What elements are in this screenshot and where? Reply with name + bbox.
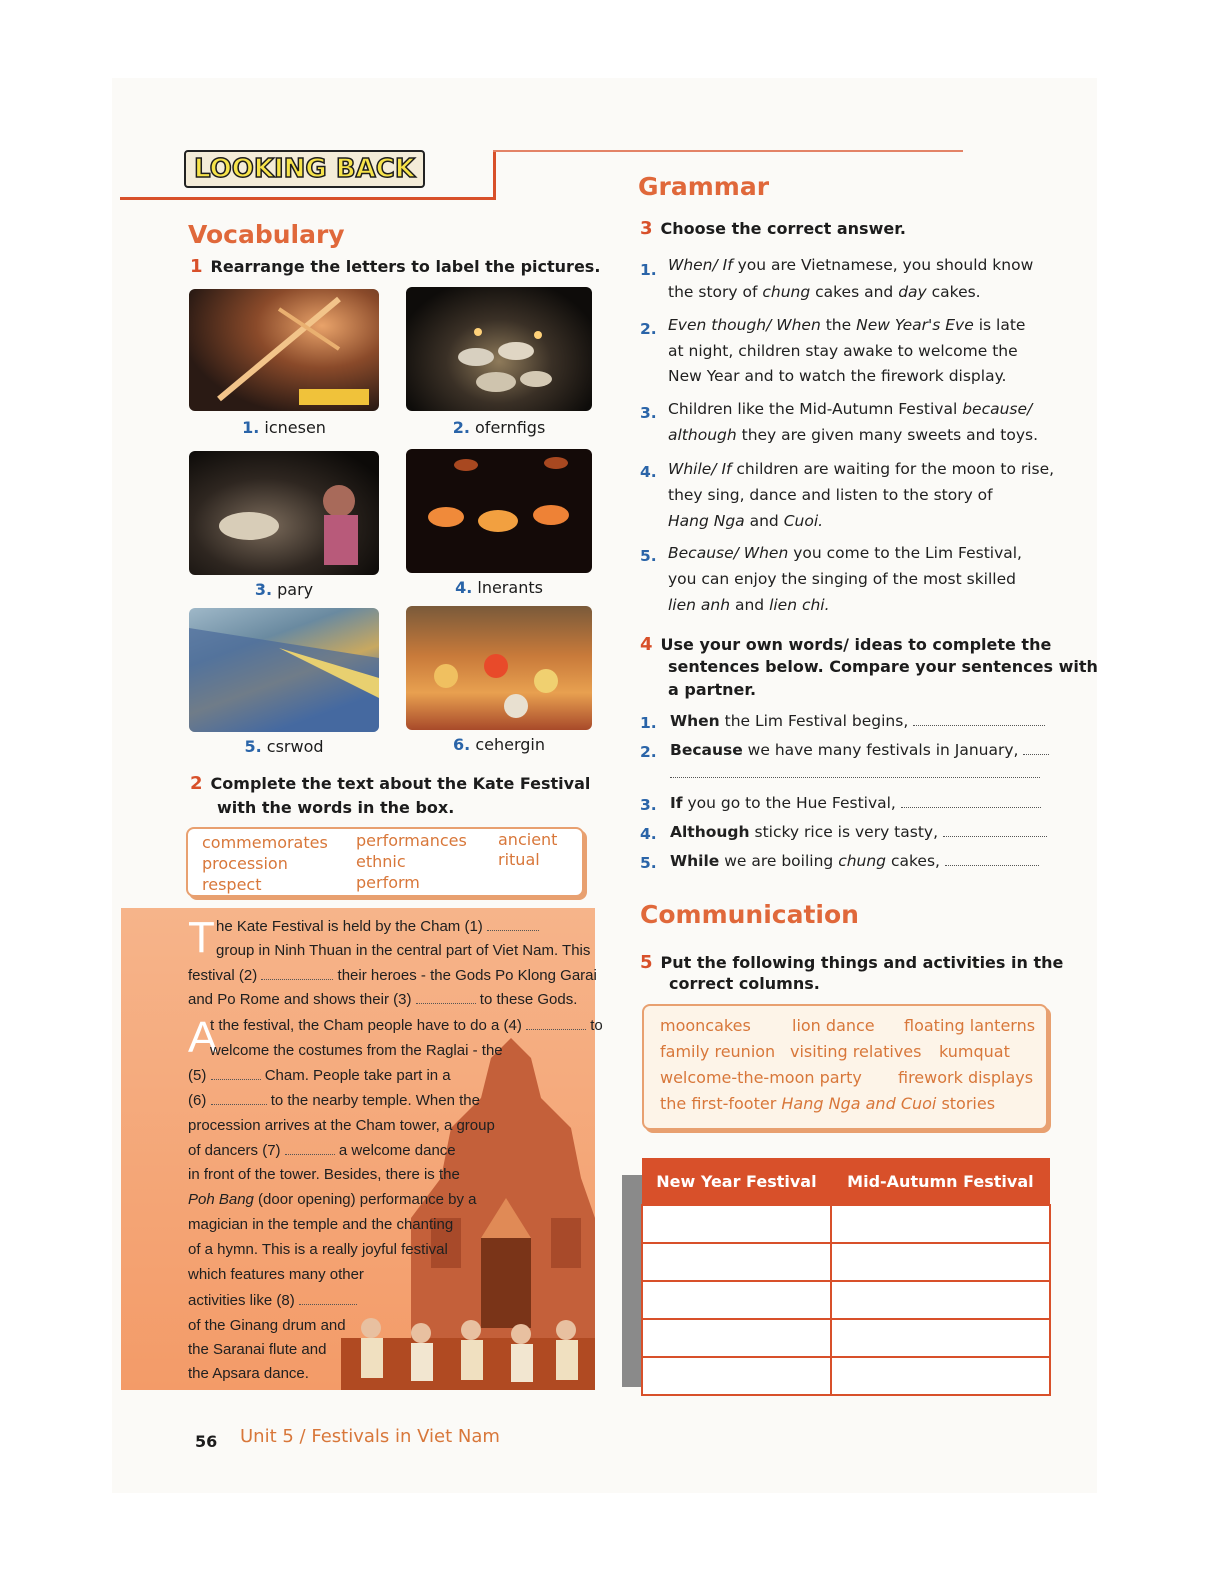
story-line-1-text: he Kate Festival is held by the Cham (1)	[216, 918, 483, 935]
option-pair[interactable]: While/ If	[668, 460, 732, 478]
text: Cuoi.	[783, 512, 824, 530]
grammar-item-1-line-1	[668, 252, 1033, 278]
table-cell[interactable]	[831, 1205, 1050, 1243]
table-cell[interactable]	[642, 1357, 831, 1395]
task-2	[190, 773, 590, 795]
story-line-1	[216, 918, 539, 935]
picture-6-cheering	[406, 606, 592, 730]
text: we are boiling	[719, 852, 839, 870]
table-cell[interactable]	[831, 1281, 1050, 1319]
story-line-8	[188, 1092, 480, 1109]
story-line-3-b: their heroes - the Gods Po Klong Garai	[337, 967, 597, 984]
caption-5-number: 5.	[244, 737, 262, 756]
caption-4-number: 4.	[455, 578, 473, 597]
table-cell[interactable]	[642, 1319, 831, 1357]
box-word: performances	[356, 831, 467, 850]
task-3-text: Choose the correct answer.	[660, 219, 906, 238]
option-pair[interactable]: because/	[962, 400, 1033, 418]
activity-word: lion dance	[792, 1016, 875, 1035]
drop-cap-t: T	[188, 913, 215, 962]
sentence-3	[670, 790, 1041, 816]
blank-1[interactable]	[487, 930, 539, 931]
grammar-item-1-number: 1.	[640, 261, 657, 279]
box-word: ritual	[498, 850, 540, 869]
text: If	[670, 794, 683, 812]
header-rule-right	[493, 150, 963, 152]
box-word: ethnic	[356, 852, 406, 871]
caption-1-word: icnesen	[264, 418, 326, 437]
story-line-15: which features many other	[188, 1266, 364, 1283]
task-3	[640, 218, 906, 240]
story-line-9: procession arrives at the Cham tower, a group	[188, 1117, 495, 1134]
table-cell[interactable]	[831, 1357, 1050, 1395]
vocabulary-heading: Vocabulary	[188, 220, 345, 249]
text: you are Vietnamese, you should know	[732, 256, 1034, 274]
text: New Year's Eve	[856, 316, 974, 334]
text: is late	[973, 316, 1026, 334]
story-line-13: magician in the temple and the chanting	[188, 1216, 454, 1233]
cheering-graphic	[406, 606, 592, 730]
answer-blank-1[interactable]	[913, 725, 1045, 726]
activity-word: stories	[936, 1094, 996, 1113]
text: you come to the Lim Festival,	[788, 544, 1022, 562]
story-line-4-b: to these Gods.	[479, 991, 578, 1008]
dancers-illustration	[341, 1278, 595, 1390]
sentence-4-number: 4.	[640, 825, 657, 843]
box-word: respect	[202, 875, 262, 894]
grammar-item-3-line-1	[668, 396, 1032, 422]
text: Hang Nga	[668, 512, 745, 530]
activity-word: kumquat	[939, 1042, 1010, 1061]
text: cakes,	[886, 852, 940, 870]
grammar-item-3-number: 3.	[640, 404, 657, 422]
grammar-item-2-number: 2.	[640, 320, 657, 338]
unit-title: Unit 5 / Festivals in Viet Nam	[240, 1426, 500, 1447]
text: and	[744, 512, 784, 530]
picture-1-incense	[189, 289, 379, 411]
picture-5-crowds	[189, 608, 379, 732]
box-word: procession	[202, 854, 288, 873]
task-5-number: 5	[640, 952, 653, 973]
sentence-2	[670, 737, 1049, 763]
grammar-item-2-line-3: New Year and to watch the firework display.	[668, 367, 1007, 385]
story-line-4-a: and Po Rome and shows their (3)	[188, 991, 412, 1008]
story-line-5-a: t the festival, the Cham people have to do a (4)	[210, 1017, 522, 1034]
caption-4	[406, 578, 592, 597]
word-box	[186, 827, 584, 897]
caption-1-number: 1.	[242, 418, 260, 437]
story-line-11: in front of the tower. Besides, there is the	[188, 1166, 460, 1183]
task-4	[640, 634, 1051, 656]
caption-6-number: 6.	[453, 735, 471, 754]
story-line-3-a: festival (2)	[188, 967, 258, 984]
caption-1	[189, 418, 379, 437]
lanterns-graphic	[406, 449, 592, 573]
blank-2[interactable]	[261, 979, 333, 980]
text: While	[670, 852, 720, 870]
text: the	[820, 316, 857, 334]
box-word: commemorates	[202, 833, 328, 852]
grammar-item-5-number: 5.	[640, 547, 657, 565]
story-line-5	[210, 1017, 603, 1034]
pray-graphic	[189, 451, 379, 575]
story-line-7	[188, 1067, 451, 1084]
activity-word: mooncakes	[660, 1016, 751, 1035]
table-cell[interactable]	[831, 1243, 1050, 1281]
grammar-item-4-number: 4.	[640, 463, 657, 481]
caption-6	[406, 735, 592, 754]
looking-back-logo: LOOKING BACK	[184, 150, 425, 188]
story-line-6: welcome the costumes from the Raglai - the	[210, 1042, 503, 1059]
story-line-3	[188, 967, 597, 984]
crowds-graphic	[189, 608, 379, 732]
option-pair[interactable]: although	[668, 426, 737, 444]
grammar-item-4-line-1	[668, 456, 1054, 482]
story-line-17: of the Ginang drum and	[188, 1317, 346, 1334]
caption-3-number: 3.	[254, 580, 273, 599]
story-line-16-text: activities like (8)	[188, 1292, 295, 1309]
story-line-10-b: a welcome dance	[338, 1142, 456, 1159]
text: Although	[670, 823, 750, 841]
grammar-item-3-line-2	[668, 422, 1038, 448]
sentence-5-number: 5.	[640, 854, 657, 872]
option-pair[interactable]: When/ If	[668, 256, 733, 274]
story-line-8-a: (6)	[188, 1092, 207, 1109]
task-2-line-2: with the words in the box.	[217, 798, 455, 817]
story-line-7-b: Cham. People take part in a	[264, 1067, 451, 1084]
task-5	[640, 952, 1063, 974]
sentence-3-number: 3.	[640, 796, 657, 814]
blank-7[interactable]	[285, 1154, 335, 1155]
table-cell[interactable]	[642, 1243, 831, 1281]
grammar-item-4-line-3	[668, 508, 823, 534]
story-line-7-a: (5)	[188, 1067, 207, 1084]
sentence-1	[670, 708, 1045, 734]
text: When	[670, 712, 720, 730]
festival-columns-table	[641, 1158, 1051, 1396]
answer-blank-4[interactable]	[943, 836, 1047, 837]
story-line-5-b: to	[590, 1017, 603, 1034]
task-5-line-2: correct columns.	[669, 974, 820, 993]
grammar-item-5-line-1	[668, 540, 1022, 566]
answer-blank-3[interactable]	[901, 807, 1041, 808]
offerings-graphic	[406, 287, 592, 411]
text: the Lim Festival begins,	[719, 712, 909, 730]
blank-5[interactable]	[211, 1079, 261, 1080]
text: chung	[762, 283, 811, 301]
communication-heading: Communication	[640, 900, 859, 929]
grammar-heading: Grammar	[638, 172, 770, 201]
task-4-number: 4	[640, 634, 653, 655]
activity-word: Hang Nga and Cuoi	[781, 1094, 937, 1113]
text: lien chi.	[769, 596, 830, 614]
story-line-4	[188, 991, 577, 1008]
task-1-text: Rearrange the letters to label the pictures.	[210, 257, 601, 276]
text: lien anh	[668, 596, 731, 614]
story-line-14: of a hymn. This is a really joyful festival	[188, 1241, 448, 1258]
answer-blank-2[interactable]	[1023, 754, 1049, 755]
story-line-19: the Apsara dance.	[188, 1365, 309, 1382]
story-line-12-a: Poh Bang	[188, 1191, 254, 1208]
grammar-item-2-line-2: at night, children stay awake to welcome the	[668, 342, 1018, 360]
story-line-10	[188, 1142, 456, 1159]
caption-2-number: 2.	[452, 418, 470, 437]
task-2-line-1: Complete the text about the Kate Festival	[210, 774, 591, 793]
caption-3	[189, 580, 379, 599]
activity-word: firework displays	[898, 1068, 1034, 1087]
blank-6[interactable]	[211, 1104, 267, 1105]
activity-word: the first-footer	[660, 1094, 777, 1113]
table-cell[interactable]	[831, 1319, 1050, 1357]
text: cakes.	[926, 283, 981, 301]
grammar-item-5-line-3	[668, 592, 830, 618]
story-line-8-b: to the nearby temple. When the	[270, 1092, 480, 1109]
activity-word: family reunion	[660, 1042, 776, 1061]
task-3-number: 3	[640, 218, 653, 239]
text: you go to the Hue Festival,	[682, 794, 896, 812]
story-line-12	[188, 1191, 477, 1208]
sentence-1-number: 1.	[640, 714, 657, 732]
task-4-line-1: Use your own words/ ideas to complete the	[660, 635, 1052, 654]
table-cell[interactable]	[642, 1281, 831, 1319]
box-word: perform	[356, 873, 420, 892]
text: Because	[670, 741, 743, 759]
answer-blank-5[interactable]	[945, 865, 1039, 866]
column-mid-autumn: Mid-Autumn Festival	[831, 1158, 1050, 1205]
grammar-item-4-line-2: they sing, dance and listen to the story of	[668, 486, 993, 504]
activity-word: visiting relatives	[790, 1042, 922, 1061]
activity-word: floating lanterns	[904, 1016, 1036, 1035]
activity-word-group	[660, 1094, 995, 1113]
drop-cap-a: A	[188, 1013, 218, 1062]
incense-sticks-graphic	[189, 289, 379, 411]
table-cell[interactable]	[642, 1205, 831, 1243]
activities-box	[642, 1004, 1048, 1130]
blank-4[interactable]	[526, 1029, 586, 1030]
text: they are given many sweets and toys.	[736, 426, 1038, 444]
text: and	[730, 596, 770, 614]
blank-3[interactable]	[416, 1003, 476, 1004]
caption-2-word: ofernfigs	[475, 418, 546, 437]
caption-5-word: csrwod	[266, 737, 324, 756]
story-line-12-b: (door opening) performance by a	[253, 1191, 477, 1208]
caption-3-word: pary	[277, 580, 314, 599]
picture-2-offerings	[406, 287, 592, 411]
sentence-4	[670, 819, 1047, 845]
text: children are waiting for the moon to rise,	[731, 460, 1055, 478]
box-word: ancient	[498, 830, 558, 849]
text: cakes and	[810, 283, 899, 301]
text: day	[898, 283, 927, 301]
task-2-number: 2	[190, 773, 203, 794]
caption-5	[189, 737, 379, 756]
task-1	[190, 256, 600, 278]
sentence-5	[670, 848, 1039, 874]
text: the story of	[668, 283, 763, 301]
story-line-2: group in Ninh Thuan in the central part of Viet Nam. This	[216, 942, 591, 959]
caption-4-word: lnerants	[477, 578, 543, 597]
answer-blank-2-continued[interactable]	[670, 777, 1040, 778]
caption-6-word: cehergin	[475, 735, 545, 754]
header-rule-left	[120, 197, 496, 200]
story-line-16	[188, 1292, 357, 1309]
option-pair[interactable]: Because/ When	[668, 544, 789, 562]
option-pair[interactable]: Even though/ When	[668, 316, 821, 334]
caption-2	[406, 418, 592, 437]
header-rule-divider	[493, 152, 496, 200]
grammar-item-5-line-2: you can enjoy the singing of the most skilled	[668, 570, 1016, 588]
task-4-line-2: sentences below. Compare your sentences with	[668, 657, 1098, 676]
task-5-line-1: Put the following things and activities in the	[660, 953, 1064, 972]
text: Children like the Mid-Autumn Festival	[668, 400, 963, 418]
blank-8[interactable]	[299, 1304, 357, 1305]
grammar-item-2-line-1	[668, 312, 1025, 338]
text: chung	[838, 852, 887, 870]
activity-word: welcome-the-moon party	[660, 1068, 862, 1087]
page-number: 56	[195, 1432, 218, 1451]
picture-4-lanterns	[406, 449, 592, 573]
story-line-18: the Saranai flute and	[188, 1341, 327, 1358]
text: sticky rice is very tasty,	[749, 823, 938, 841]
grammar-item-1-line-2	[668, 279, 981, 305]
table-side-tab	[622, 1175, 642, 1387]
column-new-year: New Year Festival	[642, 1158, 831, 1205]
text: we have many festivals in January,	[742, 741, 1019, 759]
task-1-number: 1	[190, 256, 203, 277]
picture-3-pray	[189, 451, 379, 575]
task-4-line-3: a partner.	[668, 680, 757, 699]
story-line-10-a: of dancers (7)	[188, 1142, 281, 1159]
sentence-2-number: 2.	[640, 743, 657, 761]
